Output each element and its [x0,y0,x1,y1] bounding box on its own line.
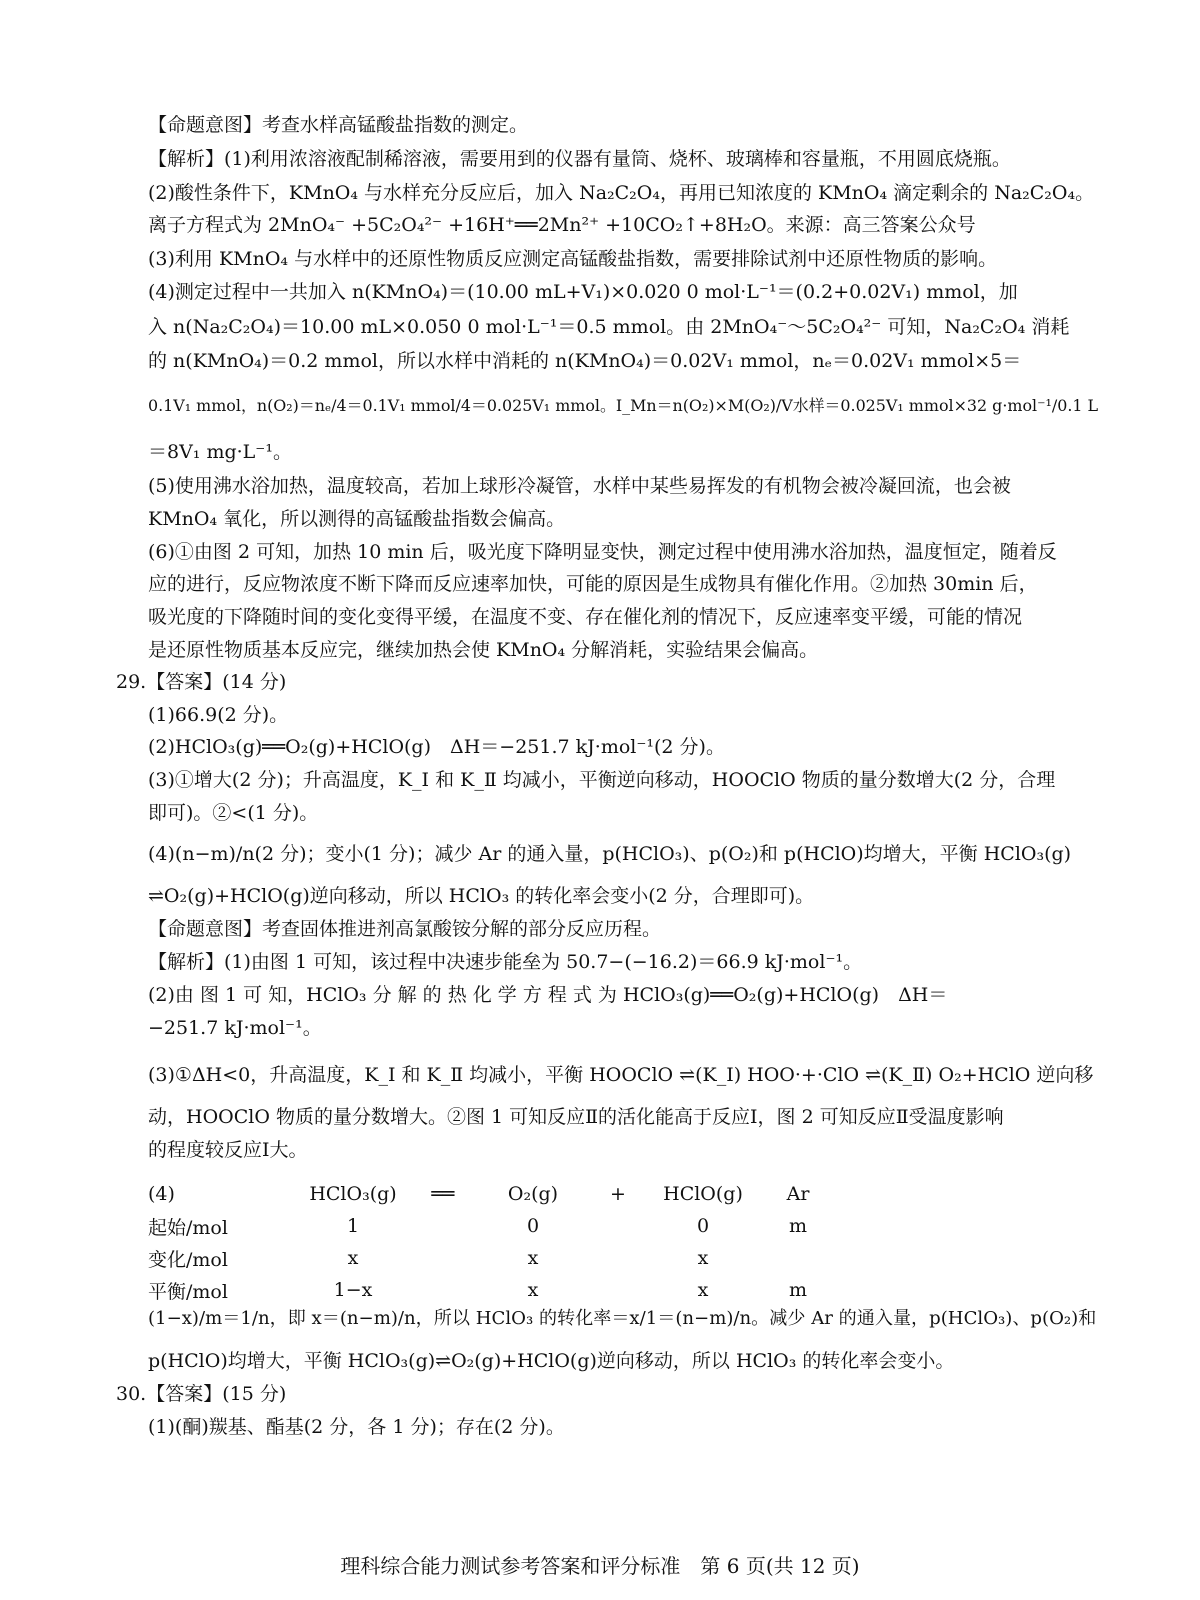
answer-29-4a: (4)(n−m)/n(2 分)；变小(1 分)；减少 Ar 的通入量，p(HClO₃)、p(O₂)和 p(HClO)均增大，平衡 HClO₃(g) [148,843,1072,865]
analysis-29-3c: 的程度较反应Ⅰ大。 [148,1139,308,1161]
table-cell [588,1242,648,1274]
table-row [148,1242,838,1274]
table-cell: 0 [696,1215,710,1237]
table-cell: (4) [148,1183,175,1205]
table-row [148,1274,838,1306]
answer-30-1: (1)(酮)羰基、酯基(2 分，各 1 分)；存在(2 分)。 [148,1416,565,1438]
table-cell: x [697,1247,709,1269]
table-cell: 0 [526,1215,540,1237]
analysis-29-4b: p(HClO)均增大，平衡 HClO₃(g)⇌O₂(g)+HClO(g)逆向移动，所以 HClO₃ 的转化率会变小。 [148,1350,955,1372]
analysis-29-2b: −251.7 kJ·mol⁻¹。 [148,1017,322,1039]
answer-29-1: (1)66.9(2 分)。 [148,704,289,726]
table-cell: 1−x [333,1279,373,1301]
table-cell: ══ [431,1183,455,1205]
analysis-29-3a: (3)①ΔH<0，升高温度，K_Ⅰ 和 K_Ⅱ 均减小，平衡 HOOClO ⇌(K_Ⅰ) HOO·+·ClO ⇌(K_Ⅱ) O₂+HClO 逆向移 [148,1064,1094,1086]
table-cell [408,1210,478,1242]
table-cell: x [697,1279,709,1301]
table-cell: + [610,1183,626,1205]
analysis-29-4a: (1−x)/m＝1/n，即 x＝(n−m)/n，所以 HClO₃ 的转化率＝x/1＝(n−m)/n。减少 Ar 的通入量，p(HClO₃)、p(O₂)和 [148,1308,1097,1329]
table-cell: HClO(g) [663,1183,743,1205]
table-cell: 1 [346,1215,360,1237]
analysis-28-6b: 应的进行，反应物浓度不断下降而反应速率加快，可能的原因是生成物具有催化作用。②加热 30min 后， [148,573,1038,595]
analysis-29-3b: 动，HOOClO 物质的量分数增大。②图 1 可知反应Ⅱ的活化能高于反应Ⅰ，图 2 可知反应Ⅱ受温度影响 [148,1106,1004,1128]
table-cell: 平衡/mol [148,1280,228,1303]
table-cell: Ar [786,1183,810,1205]
analysis-28-5b: KMnO₄ 氧化，所以测得的高锰酸盐指数会偏高。 [148,508,566,530]
table-header-row [148,1178,838,1210]
table-cell: m [788,1279,808,1301]
answer-30-heading: 30.【答案】(15 分) [116,1383,287,1405]
table-cell: HClO₃(g) [309,1183,397,1205]
table-cell: m [788,1215,808,1237]
answer-29-2: (2)HClO₃(g)══O₂(g)+HClO(g) ΔH＝−251.7 kJ·mol⁻¹(2 分)。 [148,736,725,758]
answer-29-3b: 即可)。②<(1 分)。 [148,802,319,824]
table-cell: 起始/mol [148,1216,228,1239]
table-cell: x [347,1247,359,1269]
analysis-28-4b: 入 n(Na₂C₂O₄)＝10.00 mL×0.050 0 mol·L⁻¹＝0.5 mmol。由 2MnO₄⁻～5C₂O₄²⁻ 可知，Na₂C₂O₄ 消耗 [148,316,1070,338]
analysis-28-6a: (6)①由图 2 可知，加热 10 min 后，吸光度下降明显变快，测定过程中使用沸水浴加热，温度恒定，随着反 [148,541,1057,563]
analysis-28-4e: ＝8V₁ mg·L⁻¹。 [148,441,292,463]
analysis-28-6d: 是还原性物质基本反应完，继续加热会使 KMnO₄ 分解消耗，实验结果会偏高。 [148,639,819,661]
analysis-29-1: 【解析】(1)由图 1 可知，该过程中决速步能垒为 50.7−(−16.2)＝66.9 kJ·mol⁻¹。 [148,951,863,973]
analysis-29-2a: (2)由 图 1 可 知，HClO₃ 分 解 的 热 化 学 方 程 式 为 HClO₃(g)══O₂(g)+HClO(g) ΔH＝ [148,984,948,1006]
intent-28: 【命题意图】考查水样高锰酸盐指数的测定。 [148,114,529,136]
table-cell [408,1242,478,1274]
analysis-28-4a: (4)测定过程中一共加入 n(KMnO₄)＝(10.00 mL+V₁)×0.020 0 mol·L⁻¹＝(0.2+0.02V₁) mmol，加 [148,281,1018,303]
table-cell [588,1274,648,1306]
table-cell: O₂(g) [507,1183,559,1205]
page-footer: 理科综合能力测试参考答案和评分标准 第 6 页(共 12 页) [340,1554,860,1578]
analysis-28-3: (3)利用 KMnO₄ 与水样中的还原性物质反应测定高锰酸盐指数，需要排除试剂中还原性物质的影响。 [148,248,998,270]
table-row [148,1210,838,1242]
answer-29-3a: (3)①增大(2 分)；升高温度，K_Ⅰ 和 K_Ⅱ 均减小，平衡逆向移动，HOOClO 物质的量分数增大(2 分，合理 [148,769,1056,791]
answer-29-4b: ⇌O₂(g)+HClO(g)逆向移动，所以 HClO₃ 的转化率会变小(2 分，合理即可)。 [148,885,815,907]
table-cell: x [527,1247,539,1269]
table-cell: 变化/mol [148,1248,228,1271]
table-cell [758,1242,838,1274]
analysis-28-4c: 的 n(KMnO₄)＝0.2 mmol，所以水样中消耗的 n(KMnO₄)＝0.02V₁ mmol，nₑ＝0.02V₁ mmol×5＝ [148,350,1022,372]
table-cell [588,1210,648,1242]
analysis-28-2b: 离子方程式为 2MnO₄⁻ +5C₂O₄²⁻ +16H⁺══2Mn²⁺ +10CO₂↑+8H₂O。来源：高三答案公众号 [148,214,976,236]
equilibrium-table [148,1178,838,1306]
table-cell [408,1274,478,1306]
analysis-28-4d: 0.1V₁ mmol，n(O₂)＝nₑ/4＝0.1V₁ mmol/4＝0.025V₁ mmol。I_Mn＝n(O₂)×M(O₂)/V水样＝0.025V₁ mmol×32 g·mol⁻¹/0.1 L [148,396,1099,415]
analysis-28-1: 【解析】(1)利用浓溶液配制稀溶液，需要用到的仪器有量筒、烧杯、玻璃棒和容量瓶，不用圆底烧瓶。 [148,148,1011,170]
intent-29: 【命题意图】考查固体推进剂高氯酸铵分解的部分反应历程。 [148,918,662,940]
answer-29-heading: 29.【答案】(14 分) [116,671,287,693]
analysis-28-5a: (5)使用沸水浴加热，温度较高，若加上球形冷凝管，水样中某些易挥发的有机物会被冷凝回流，也会被 [148,475,1011,497]
table-cell: x [527,1279,539,1301]
analysis-28-2a: (2)酸性条件下，KMnO₄ 与水样充分反应后，加入 Na₂C₂O₄，再用已知浓度的 KMnO₄ 滴定剩余的 Na₂C₂O₄。 [148,182,1095,204]
analysis-28-6c: 吸光度的下降随时间的变化变得平缓，在温度不变、存在催化剂的情况下，反应速率变平缓，可能的情况 [148,606,1023,628]
